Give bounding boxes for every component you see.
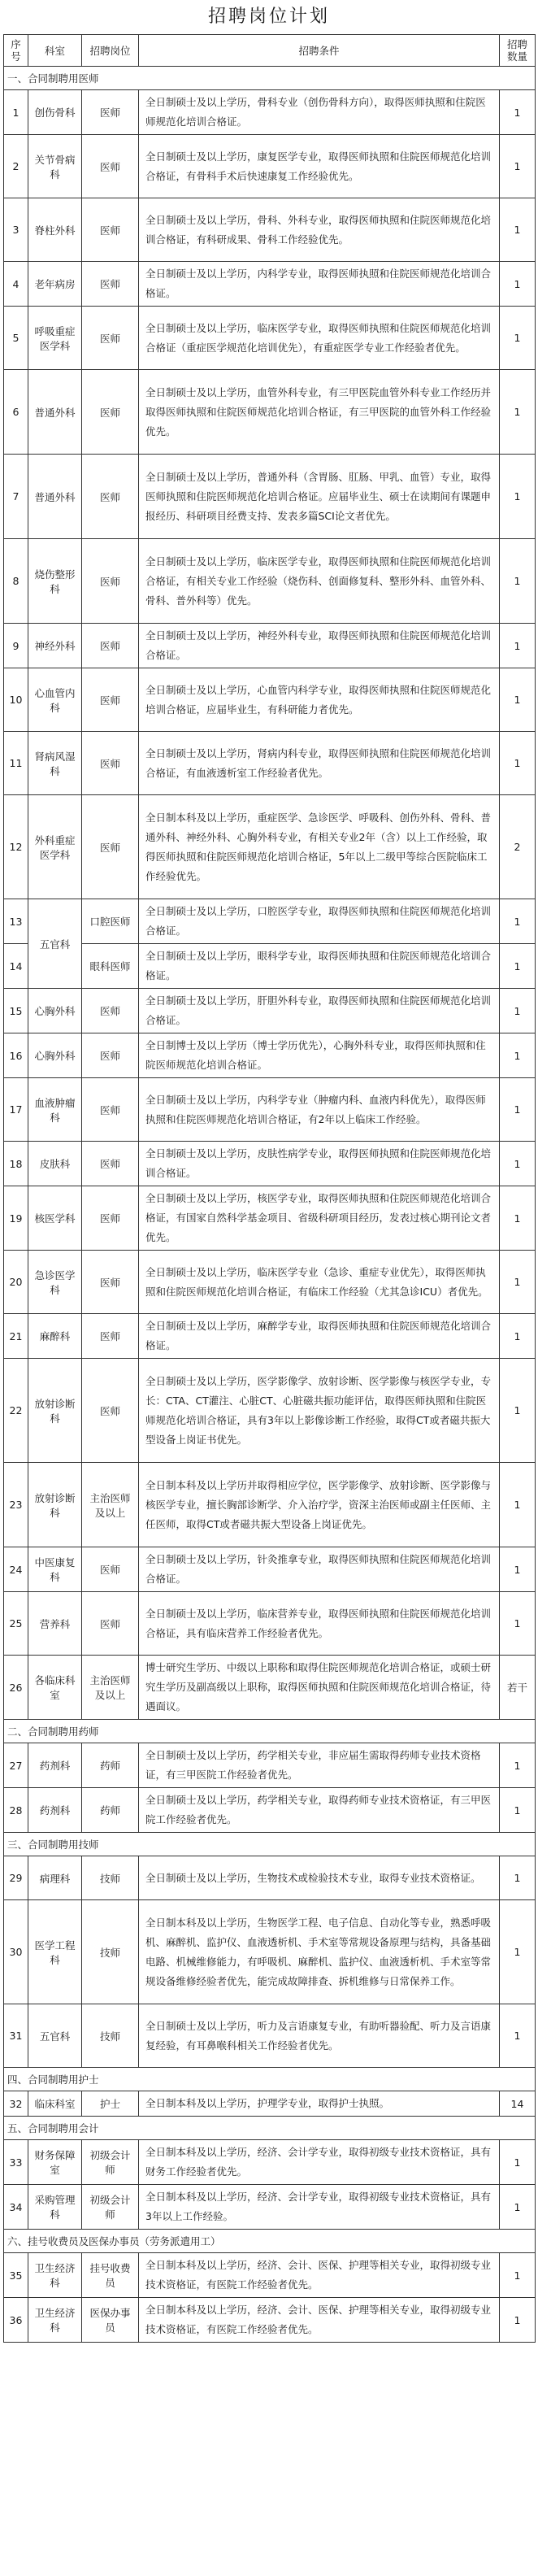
table-row (4, 307, 536, 370)
position-cell: 技师 (82, 1856, 139, 1900)
row-number: 32 (4, 2091, 28, 2117)
header-count: 招聘 数量 (500, 35, 536, 67)
headcount-cell: 1 (500, 455, 536, 539)
header-no: 序 号 (4, 35, 28, 67)
headcount-cell: 1 (500, 198, 536, 262)
requirements-cell: 全日制硕士及以上学历，内科学专业，取得医师执照和住院医师规范化培训合格证。 (139, 262, 500, 307)
table-row (4, 262, 536, 307)
row-number: 24 (4, 1547, 28, 1592)
department-cell: 脊柱外科 (28, 198, 82, 262)
section-title: 六、挂号收费员及医保办事员（劳务派遣用工） (4, 2230, 536, 2253)
headcount-cell: 1 (500, 989, 536, 1033)
position-cell: 技师 (82, 2004, 139, 2068)
table-row (4, 198, 536, 262)
headcount-cell: 1 (500, 2004, 536, 2068)
headcount-cell: 1 (500, 370, 536, 455)
department-cell: 五官科 (28, 2004, 82, 2068)
row-number: 15 (4, 989, 28, 1033)
headcount-cell: 1 (500, 899, 536, 944)
table-row (4, 1592, 536, 1656)
header-post: 招聘岗位 (82, 35, 139, 67)
department-cell: 外科重症医学科 (28, 795, 82, 899)
position-cell: 医师 (82, 455, 139, 539)
requirements-cell: 全日制硕士及以上学历，听力及言语康复专业，有助听器验配、听力及言语康复经验，有耳鼻喉科相关工作经验者优先。 (139, 2004, 500, 2068)
table-row (4, 455, 536, 539)
row-number: 12 (4, 795, 28, 899)
row-number: 6 (4, 370, 28, 455)
table-row (4, 1186, 536, 1251)
department-cell: 五官科 (28, 899, 82, 989)
requirements-cell: 全日制硕士及以上学历，皮肤性病学专业，取得医师执照和住院医师规范化培训合格证。 (139, 1142, 500, 1186)
department-cell: 药剂科 (28, 1743, 82, 1788)
department-cell: 急诊医学科 (28, 1251, 82, 1314)
table-row (4, 1078, 536, 1142)
headcount-cell: 1 (500, 1463, 536, 1547)
requirements-cell: 全日制硕士及以上学历，康复医学专业，取得医师执照和住院医师规范化培训合格证，有骨科手术后快速康复工作经验优先。 (139, 135, 500, 198)
position-cell: 医师 (82, 668, 139, 732)
department-cell: 烧伤整形科 (28, 539, 82, 624)
headcount-cell: 1 (500, 90, 536, 135)
section-title: 五、合同制聘用会计 (4, 2117, 536, 2140)
department-cell: 血液肿瘤科 (28, 1078, 82, 1142)
headcount-cell: 14 (500, 2091, 536, 2117)
row-number: 26 (4, 1656, 28, 1720)
section-row (4, 2068, 536, 2091)
headcount-cell: 1 (500, 1033, 536, 1078)
requirements-cell: 全日制硕士及以上学历，生物技术或检验技术专业，取得专业技术资格证。 (139, 1856, 500, 1900)
department-cell: 心血管内科 (28, 668, 82, 732)
requirements-cell: 全日制本科及以上学历，护理学专业，取得护士执照。 (139, 2091, 500, 2117)
headcount-cell: 1 (500, 1078, 536, 1142)
table-row (4, 899, 536, 944)
table-row (4, 539, 536, 624)
department-cell: 放射诊断科 (28, 1463, 82, 1547)
position-cell: 眼科医师 (82, 944, 139, 989)
requirements-cell: 全日制硕士及以上学历，骨科、外科专业，取得医师执照和住院医师规范化培训合格证，有科研成果、骨科工作经验优先。 (139, 198, 500, 262)
row-number: 7 (4, 455, 28, 539)
position-cell: 医师 (82, 795, 139, 899)
department-cell: 中医康复科 (28, 1547, 82, 1592)
section-title: 四、合同制聘用护士 (4, 2068, 536, 2091)
requirements-cell: 全日制硕士及以上学历，骨科专业（创伤骨科方向），取得医师执照和住院医师规范化培训合格证。 (139, 90, 500, 135)
table-row (4, 1743, 536, 1788)
department-cell: 病理科 (28, 1856, 82, 1900)
table-row (4, 90, 536, 135)
position-cell: 医师 (82, 1359, 139, 1463)
headcount-cell: 1 (500, 2185, 536, 2230)
department-cell: 营养科 (28, 1592, 82, 1656)
row-number: 25 (4, 1592, 28, 1656)
row-number: 21 (4, 1314, 28, 1359)
position-cell: 医师 (82, 1186, 139, 1251)
requirements-cell: 全日制硕士及以上学历，临床营养专业，取得医师执照和住院医师规范化培训合格证，具有临床营养工作经验者优先。 (139, 1592, 500, 1656)
requirements-cell: 全日制硕士及以上学历，内科学专业（肿瘤内科、血液内科优先），取得医师执照和住院医师规范化培训合格证，有2年以上临床工作经验。 (139, 1078, 500, 1142)
row-number: 20 (4, 1251, 28, 1314)
headcount-cell: 1 (500, 539, 536, 624)
department-cell: 创伤骨科 (28, 90, 82, 135)
table-row (4, 989, 536, 1033)
table-row (4, 2253, 536, 2298)
section-row (4, 2230, 536, 2253)
department-cell: 医学工程科 (28, 1900, 82, 2004)
row-number: 14 (4, 944, 28, 989)
header-req: 招聘条件 (139, 35, 500, 67)
position-cell: 药师 (82, 1788, 139, 1833)
position-cell: 医师 (82, 1078, 139, 1142)
table-row (4, 1463, 536, 1547)
row-number: 27 (4, 1743, 28, 1788)
row-number: 34 (4, 2185, 28, 2230)
requirements-cell: 全日制硕士及以上学历，神经外科专业，取得医师执照和住院医师规范化培训合格证。 (139, 624, 500, 668)
requirements-cell: 全日制本科及以上学历，经济、会计、医保、护理等相关专业，取得初级专业技术资格证，有医院工作经验者优先。 (139, 2253, 500, 2298)
headcount-cell: 1 (500, 1547, 536, 1592)
department-cell: 普通外科 (28, 370, 82, 455)
row-number: 1 (4, 90, 28, 135)
department-cell: 麻醉科 (28, 1314, 82, 1359)
row-number: 33 (4, 2140, 28, 2185)
position-cell: 医师 (82, 1547, 139, 1592)
table-row (4, 1656, 536, 1720)
headcount-cell: 1 (500, 944, 536, 989)
row-number: 8 (4, 539, 28, 624)
recruitment-table (3, 34, 536, 2343)
table-row (4, 1314, 536, 1359)
position-cell: 医师 (82, 370, 139, 455)
position-cell: 技师 (82, 1900, 139, 2004)
position-cell: 初级会计师 (82, 2185, 139, 2230)
headcount-cell: 1 (500, 1856, 536, 1900)
department-cell: 关节骨病科 (28, 135, 82, 198)
headcount-cell: 1 (500, 1788, 536, 1833)
requirements-cell: 全日制硕士及以上学历，麻醉学专业，取得医师执照和住院医师规范化培训合格证。 (139, 1314, 500, 1359)
headcount-cell: 1 (500, 1359, 536, 1463)
row-number: 5 (4, 307, 28, 370)
table-row (4, 135, 536, 198)
table-row (4, 1251, 536, 1314)
department-cell: 神经外科 (28, 624, 82, 668)
requirements-cell: 全日制硕士及以上学历，普通外科（含胃肠、肛肠、甲乳、血管）专业，取得医师执照和住院医师规范化培训合格证。应届毕业生、硕士在读期间有课题申报经历、科研项目经费支持、发表多篇SCI论文者优先。 (139, 455, 500, 539)
requirements-cell: 全日制硕士及以上学历，口腔医学专业，取得医师执照和住院医师规范化培训合格证。 (139, 899, 500, 944)
table-row (4, 1359, 536, 1463)
requirements-cell: 博士研究生学历、中级以上职称和取得住院医师规范化培训合格证，或硕士研究生学历及副高级以上职称，取得医师执照和住院医师规范化培训合格证，待遇面议。 (139, 1656, 500, 1720)
headcount-cell: 2 (500, 795, 536, 899)
table-row (4, 1033, 536, 1078)
requirements-cell: 全日制本科及以上学历，经济、会计、医保、护理等相关专业，取得初级专业技术资格证，有医院工作经验者优先。 (139, 2298, 500, 2343)
row-number: 18 (4, 1142, 28, 1186)
table-row (4, 944, 536, 989)
requirements-cell: 全日制硕士及以上学历，血管外科专业，有三甲医院血管外科专业工作经历并取得医师执照和住院医师规范化培训合格证，有三甲医院的血管外科工作经验优先。 (139, 370, 500, 455)
table-row (4, 1142, 536, 1186)
requirements-cell: 全日制硕士及以上学历，核医学专业，取得医师执照和住院医师规范化培训合格证，有国家自然科学基金项目、省级科研项目经历，发表过核心期刊论文者优先。 (139, 1186, 500, 1251)
department-cell: 放射诊断科 (28, 1359, 82, 1463)
table-row (4, 1788, 536, 1833)
department-cell: 皮肤科 (28, 1142, 82, 1186)
department-cell: 财务保障室 (28, 2140, 82, 2185)
department-cell: 卫生经济科 (28, 2298, 82, 2343)
section-row (4, 2117, 536, 2140)
department-cell: 核医学科 (28, 1186, 82, 1251)
headcount-cell: 若干 (500, 1656, 536, 1720)
requirements-cell: 全日制硕士及以上学历，心血管内科学专业，取得医师执照和住院医师规范化培训合格证，应届毕业生，有科研能力者优先。 (139, 668, 500, 732)
department-cell: 临床科室 (28, 2091, 82, 2117)
row-number: 23 (4, 1463, 28, 1547)
table-row (4, 795, 536, 899)
headcount-cell: 1 (500, 1900, 536, 2004)
requirements-cell: 全日制硕士及以上学历，药学相关专业，非应届生需取得药师专业技术资格证，有三甲医院工作经验者优先。 (139, 1743, 500, 1788)
row-number: 2 (4, 135, 28, 198)
headcount-cell: 1 (500, 1251, 536, 1314)
position-cell: 医师 (82, 732, 139, 795)
department-cell: 各临床科室 (28, 1656, 82, 1720)
position-cell: 初级会计师 (82, 2140, 139, 2185)
headcount-cell: 1 (500, 1314, 536, 1359)
table-header-row (4, 35, 536, 67)
row-number: 16 (4, 1033, 28, 1078)
position-cell: 挂号收费员 (82, 2253, 139, 2298)
row-number: 4 (4, 262, 28, 307)
row-number: 35 (4, 2253, 28, 2298)
position-cell: 药师 (82, 1743, 139, 1788)
headcount-cell: 1 (500, 1592, 536, 1656)
section-title: 一、合同制聘用医师 (4, 67, 536, 90)
table-body (4, 67, 536, 2343)
headcount-cell: 1 (500, 668, 536, 732)
department-cell: 呼吸重症医学科 (28, 307, 82, 370)
row-number: 36 (4, 2298, 28, 2343)
department-cell: 心胸外科 (28, 1033, 82, 1078)
row-number: 17 (4, 1078, 28, 1142)
position-cell: 医师 (82, 198, 139, 262)
position-cell: 医师 (82, 989, 139, 1033)
requirements-cell: 全日制硕士及以上学历，药学相关专业，取得药师专业技术资格证，有三甲医院工作经验者优先。 (139, 1788, 500, 1833)
headcount-cell: 1 (500, 1142, 536, 1186)
headcount-cell: 1 (500, 307, 536, 370)
position-cell: 医保办事员 (82, 2298, 139, 2343)
headcount-cell: 1 (500, 1743, 536, 1788)
position-cell: 主治医师及以上 (82, 1463, 139, 1547)
row-number: 13 (4, 899, 28, 944)
row-number: 28 (4, 1788, 28, 1833)
headcount-cell: 1 (500, 2253, 536, 2298)
table-row (4, 2091, 536, 2117)
department-cell: 采购管理科 (28, 2185, 82, 2230)
requirements-cell: 全日制本科及以上学历，重症医学、急诊医学、呼吸科、创伤外科、骨科、普通外科、神经外科、心胸外科专业，有相关专业2年（含）以上工作经验，取得医师执照和住院医师规范化培训合格证，5年以上二级甲等综合医院临床工作经验优先。 (139, 795, 500, 899)
position-cell: 医师 (82, 1314, 139, 1359)
position-cell: 医师 (82, 1592, 139, 1656)
table-row (4, 624, 536, 668)
department-cell: 卫生经济科 (28, 2253, 82, 2298)
section-row (4, 1833, 536, 1856)
table-row (4, 668, 536, 732)
headcount-cell: 1 (500, 732, 536, 795)
position-cell: 主治医师及以上 (82, 1656, 139, 1720)
table-row (4, 2004, 536, 2068)
headcount-cell: 1 (500, 624, 536, 668)
position-cell: 医师 (82, 262, 139, 307)
position-cell: 口腔医师 (82, 899, 139, 944)
requirements-cell: 全日制本科及以上学历，经济、会计学专业，取得初级专业技术资格证，具有3年以上工作经验。 (139, 2185, 500, 2230)
requirements-cell: 全日制博士及以上学历（博士学历优先），心胸外科专业，取得医师执照和住院医师规范化培训合格证。 (139, 1033, 500, 1078)
table-row (4, 2298, 536, 2343)
row-number: 22 (4, 1359, 28, 1463)
position-cell: 医师 (82, 1033, 139, 1078)
table-row (4, 370, 536, 455)
position-cell: 医师 (82, 539, 139, 624)
row-number: 30 (4, 1900, 28, 2004)
position-cell: 医师 (82, 135, 139, 198)
page-title: 招聘岗位计划 (207, 7, 330, 27)
headcount-cell: 1 (500, 262, 536, 307)
row-number: 11 (4, 732, 28, 795)
requirements-cell: 全日制硕士及以上学历，肝胆外科专业，取得医师执照和住院医师规范化培训合格证。 (139, 989, 500, 1033)
row-number: 9 (4, 624, 28, 668)
table-row (4, 732, 536, 795)
requirements-cell: 全日制硕士及以上学历，临床医学专业，取得医师执照和住院医师规范化培训合格证，有相关专业工作经验（烧伤科、创面修复科、整形外科、血管外科、骨科、普外科等）优先。 (139, 539, 500, 624)
department-cell: 普通外科 (28, 455, 82, 539)
requirements-cell: 全日制本科及以上学历，生物医学工程、电子信息、自动化等专业，熟悉呼吸机、麻醉机、监护仪、血液透析机、手术室等常规设备原理与结构，具备基础电路、机械维修能力，有呼吸机、麻醉机、监护仪、血液透析机、手术室等常规设备维修经验者优先，能完成故障排查、拆机维修与日常保养工作。 (139, 1900, 500, 2004)
requirements-cell: 全日制硕士及以上学历，肾病内科专业，取得医师执照和住院医师规范化培训合格证，有血液透析室工作经验者优先。 (139, 732, 500, 795)
requirements-cell: 全日制本科及以上学历，经济、会计学专业，取得初级专业技术资格证，具有财务工作经验者优先。 (139, 2140, 500, 2185)
row-number: 19 (4, 1186, 28, 1251)
requirements-cell: 全日制硕士及以上学历，临床医学专业，取得医师执照和住院医师规范化培训合格证（重症医学规范化培训优先），有重症医学专业工作经验者优先。 (139, 307, 500, 370)
row-number: 29 (4, 1856, 28, 1900)
table-row (4, 1856, 536, 1900)
requirements-cell: 全日制本科及以上学历并取得相应学位，医学影像学、放射诊断、医学影像与核医学专业，擅长胸部诊断学、介入治疗学，资深主治医师或副主任医师、主任医师，取得CT或者磁共振大型设备上岗证优先。 (139, 1463, 500, 1547)
headcount-cell: 1 (500, 135, 536, 198)
row-number: 31 (4, 2004, 28, 2068)
department-cell: 老年病房 (28, 262, 82, 307)
department-cell: 心胸外科 (28, 989, 82, 1033)
position-cell: 医师 (82, 624, 139, 668)
department-cell: 药剂科 (28, 1788, 82, 1833)
department-cell: 肾病风湿科 (28, 732, 82, 795)
headcount-cell: 1 (500, 1186, 536, 1251)
position-cell: 医师 (82, 90, 139, 135)
table-row (4, 1547, 536, 1592)
headcount-cell: 1 (500, 2298, 536, 2343)
table-row (4, 2140, 536, 2185)
headcount-cell: 1 (500, 2140, 536, 2185)
requirements-cell: 全日制硕士及以上学历，临床医学专业（急诊、重症专业优先），取得医师执照和住院医师规范化培训合格证，有临床工作经验（尤其急诊ICU）者优先。 (139, 1251, 500, 1314)
section-title: 二、合同制聘用药师 (4, 1720, 536, 1743)
section-title: 三、合同制聘用技师 (4, 1833, 536, 1856)
position-cell: 医师 (82, 307, 139, 370)
position-cell: 医师 (82, 1251, 139, 1314)
position-cell: 医师 (82, 1142, 139, 1186)
section-row (4, 67, 536, 90)
table-row (4, 1900, 536, 2004)
header-dept: 科室 (28, 35, 82, 67)
requirements-cell: 全日制硕士及以上学历，医学影像学、放射诊断、医学影像与核医学专业，专长：CTA、CT灌注、心脏CT、心脏磁共振功能评估，取得医师执照和住院医师规范化培训合格证，具有3年以上影像诊断工作经验，取得CT或者磁共振大型设备上岗证书优先。 (139, 1359, 500, 1463)
requirements-cell: 全日制硕士及以上学历，眼科学专业，取得医师执照和住院医师规范化培训合格证。 (139, 944, 500, 989)
requirements-cell: 全日制硕士及以上学历，针灸推拿专业，取得医师执照和住院医师规范化培训合格证。 (139, 1547, 500, 1592)
section-row (4, 1720, 536, 1743)
table-row (4, 2185, 536, 2230)
position-cell: 护士 (82, 2091, 139, 2117)
row-number: 10 (4, 668, 28, 732)
row-number: 3 (4, 198, 28, 262)
